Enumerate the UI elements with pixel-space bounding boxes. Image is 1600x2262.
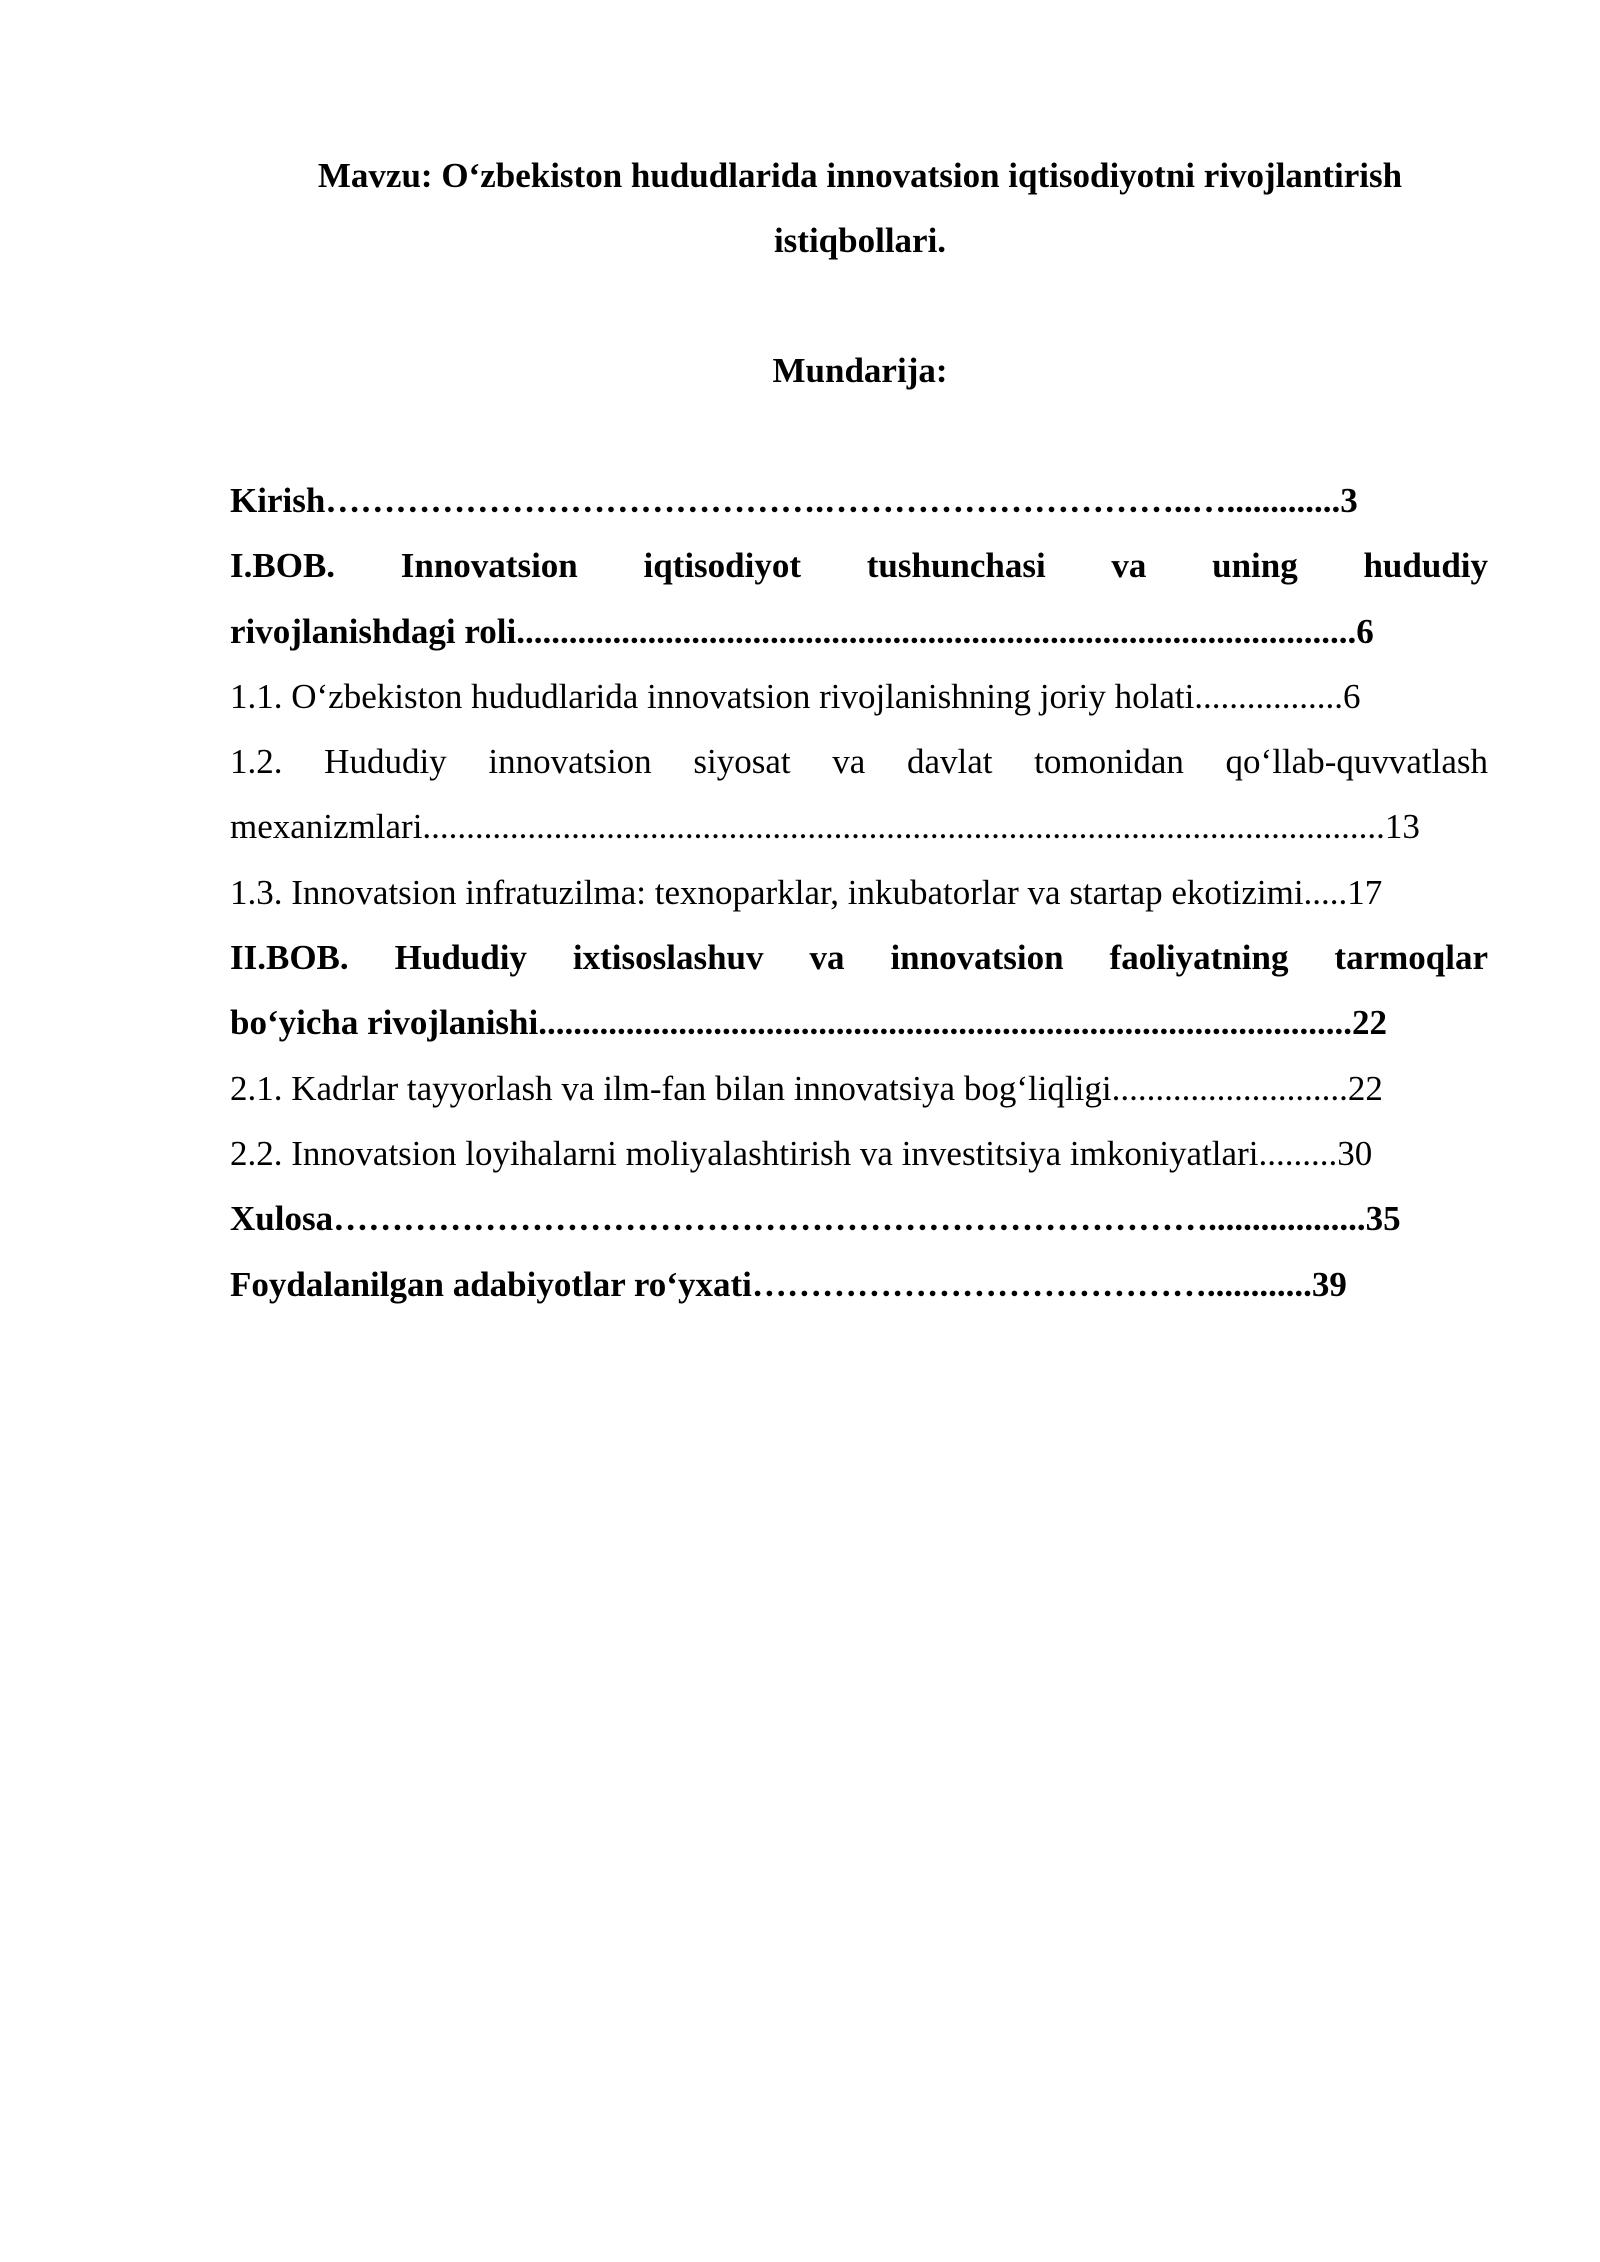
toc-entry-1-2-line2: mexanizmlari..............................................................................................................13 (230, 807, 1420, 847)
toc-entry-2-2: 2.2. Innovatsion loyihalarni moliyalashtirish va investitsiya imkoniyatlari.........30 (230, 1133, 1373, 1173)
toc-entry-bob1-line2: rivojlanishdagi roli................................................................................................6 (230, 611, 1374, 651)
toc-entry-bob2-line2: bo‘yicha rivojlanishi.............................................................................................22 (230, 1003, 1387, 1043)
toc-bob1-word: uning (1212, 546, 1298, 586)
table-of-contents (230, 468, 1488, 1317)
toc-entry-kirish: Kirish…………………………………….…………………………..….............3 (230, 481, 1358, 520)
document-title-line-1: Mavzu: O‘zbekiston hududlarida innovatsion iqtisodiyotni rivojlantirish (317, 156, 1403, 195)
toc-bob1-label: I.BOB. (230, 546, 336, 586)
toc-heading: Mundarija: (772, 351, 948, 390)
toc-bob1-word: hududiy (1363, 546, 1488, 586)
document-title (230, 143, 1490, 273)
toc-entry-1-2-line1: 1.2. Hududiy innovatsion siyosat va davlat tomonidan qo‘llab-quvvatlash (230, 742, 1488, 782)
toc-entry-adabiyotlar: Foydalanilgan adabiyotlar ro‘yxati…………………………………............39 (230, 1264, 1347, 1304)
toc-entry-xulosa: Xulosa…………………………………………………………………..................35 (230, 1199, 1401, 1239)
toc-entry-bob1-line1 (230, 533, 1488, 598)
toc-bob1-word: tushunchasi (866, 546, 1046, 586)
toc-bob1-word: va (1111, 546, 1147, 586)
toc-bob1-word: iqtisodiyot (643, 546, 802, 586)
toc-entry-1-3: 1.3. Innovatsion infratuzilma: texnoparklar, inkubatorlar va startap ekotizimi.....17 (230, 872, 1383, 912)
toc-entry-bob2-line1: II.BOB. Hududiy ixtisoslashuv va innovatsion faoliyatning tarmoqlar (230, 938, 1488, 978)
document-title-line-2: istiqbollari. (773, 221, 947, 260)
toc-bob1-word: Innovatsion (400, 546, 578, 586)
toc-entry-2-1: 2.1. Kadrlar tayyorlash va ilm-fan bilan innovatsiya bog‘liqligi...........................22 (230, 1068, 1383, 1108)
toc-entry-1-1: 1.1. O‘zbekiston hududlarida innovatsion rivojlanishning joriy holati.................6 (230, 676, 1361, 716)
